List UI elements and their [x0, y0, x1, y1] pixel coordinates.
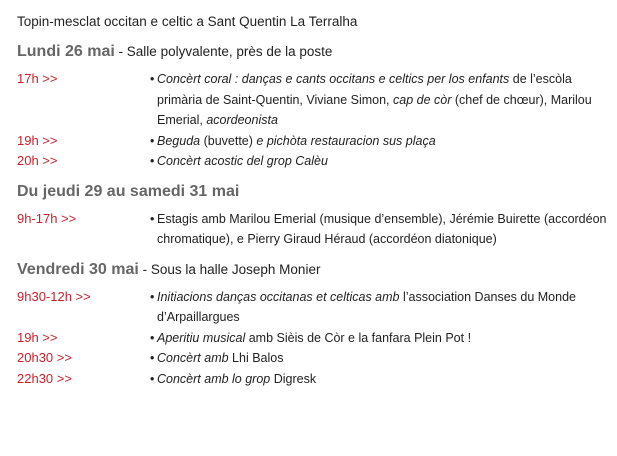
event-description-part: e pichòta restauracion sus plaça	[256, 133, 436, 148]
programme-section	[17, 41, 607, 172]
event-description-part: cap de còr	[393, 92, 452, 107]
event-time: 9h-17h >>	[17, 210, 77, 226]
event-row	[17, 69, 607, 131]
bullet-icon: •	[150, 72, 155, 86]
event-time: 20h30 >>	[17, 350, 72, 365]
bullet-icon: •	[150, 351, 155, 365]
programme-section	[17, 181, 607, 250]
event-row	[17, 209, 607, 250]
event-description-part: (chef de chœur), Marilou Emerial,	[157, 92, 592, 127]
event-time: 19h >>	[17, 329, 58, 345]
bullet-icon: •	[150, 289, 155, 304]
programme-sections	[17, 41, 607, 389]
event-time: 9h30-12h >>	[17, 288, 91, 304]
event-description-part: (buvette)	[200, 133, 257, 148]
bullet-icon: •	[150, 371, 155, 386]
event-description	[157, 287, 607, 328]
bullet-icon: •	[150, 154, 155, 168]
section-heading	[17, 259, 607, 281]
event-description	[157, 369, 607, 390]
programme-page	[17, 13, 607, 398]
section-date: Vendredi 30 mai	[17, 260, 139, 278]
section-heading	[17, 181, 607, 203]
event-time: 20h >>	[17, 153, 58, 168]
bullet-icon: •	[150, 133, 155, 148]
section-venue: Sous la halle Joseph Monier	[150, 261, 321, 277]
section-separator: -	[114, 44, 127, 59]
event-description	[157, 151, 607, 172]
event-description-part: Concèrt amb	[157, 351, 229, 365]
event-description-part: l’association Danses du Monde d’Arpaillargues	[157, 289, 576, 324]
bullet-icon: •	[150, 211, 155, 226]
event-description-part: Lhi Balos	[228, 351, 284, 365]
event-time: 17h >>	[17, 71, 58, 86]
event-description	[157, 209, 607, 250]
event-description-part: Concèrt acostic del grop Calèu	[157, 154, 328, 168]
programme-section	[17, 259, 607, 390]
section-separator: -	[138, 261, 151, 277]
event-description-part: Concèrt amb lo grop	[157, 371, 271, 386]
event-description	[157, 328, 607, 349]
event-description	[157, 131, 607, 152]
page-title: Topin-mesclat occitan e celtic a Sant Quentin La Terralha	[17, 14, 358, 29]
event-time: 22h30 >>	[17, 370, 72, 386]
event-description-part: amb Sièis de Còr e la fanfara Plein Pot !	[245, 330, 472, 345]
bullet-icon: •	[150, 330, 155, 345]
section-date: Du jeudi 29 au samedi 31 mai	[17, 182, 240, 200]
event-description-part: Aperitiu musical	[157, 330, 246, 345]
event-description	[157, 69, 607, 131]
section-heading	[17, 41, 607, 63]
section-date: Lundi 26 mai	[17, 43, 115, 60]
event-description-part: Digresk	[270, 371, 317, 386]
event-description-part: Concèrt coral : danças e cants occitans e celtics per los enfants	[157, 72, 510, 86]
event-row	[17, 131, 607, 152]
event-description-part: Beguda	[157, 133, 201, 148]
event-row	[17, 348, 607, 369]
event-row	[17, 328, 607, 349]
event-time: 19h >>	[17, 132, 58, 148]
event-row	[17, 369, 607, 390]
event-row	[17, 151, 607, 172]
event-description-part: de l’escòla primària de Saint-Quentin, Viviane Simon,	[157, 72, 572, 107]
section-venue: Salle polyvalente, près de la poste	[126, 44, 333, 59]
event-description-part: acordeonista	[206, 113, 278, 127]
event-row	[17, 287, 607, 328]
event-description-part: Initiacions danças occitanas et celticas amb	[157, 289, 400, 304]
event-description-part: Estagis amb Marilou Emerial (musique d’ensemble), Jérémie Buirette (accordéon chromatique), e Pierry Giraud Héraud (accordéon diatonique)	[157, 211, 607, 246]
event-description	[157, 348, 607, 369]
